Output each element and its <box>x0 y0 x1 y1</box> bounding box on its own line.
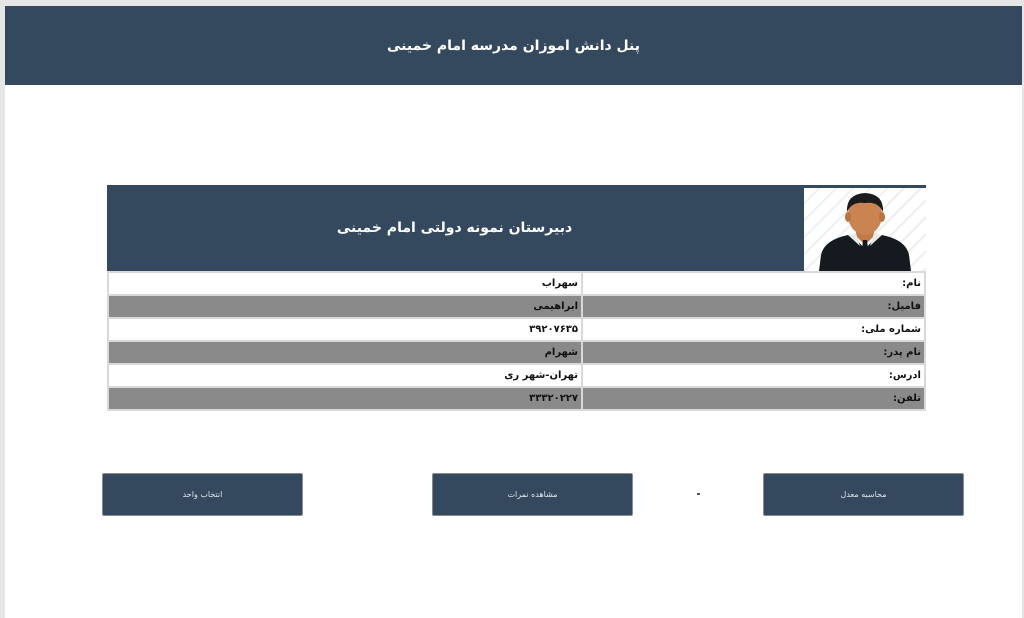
info-label-first-name: نام: <box>582 272 925 295</box>
info-label-last-name: فامیل: <box>582 295 925 318</box>
info-label-address: ادرس: <box>582 364 925 387</box>
info-row <box>108 364 925 387</box>
user-avatar-icon <box>804 188 926 271</box>
info-row <box>108 318 925 341</box>
student-info-table <box>107 271 926 411</box>
info-value-last-name: ابراهیمی <box>108 295 582 318</box>
info-label-father-name: نام پدر: <box>582 341 925 364</box>
info-value-national-id: ۳۹۲۰۷۶۳۵ <box>108 318 582 341</box>
info-label-national-id: شماره ملی: <box>582 318 925 341</box>
view-grades-button[interactable]: مشاهده نمرات <box>432 473 633 516</box>
top-header-bar <box>5 6 1022 85</box>
avatar <box>804 188 926 271</box>
calc-average-button[interactable]: محاسبه معدل <box>763 473 964 516</box>
info-row <box>108 295 925 318</box>
student-card-header <box>107 185 926 271</box>
info-value-address: تهران-شهر ری <box>108 364 582 387</box>
separator-dot <box>697 493 700 495</box>
info-value-first-name: سهراب <box>108 272 582 295</box>
info-row <box>108 387 925 410</box>
select-units-button[interactable]: انتخاب واحد <box>102 473 303 516</box>
info-row <box>108 341 925 364</box>
info-value-phone: ۳۳۳۲۰۲۲۷ <box>108 387 582 410</box>
school-name: دبیرستان نمونه دولتی امام خمینی <box>336 220 573 236</box>
page-title: پنل دانش اموزان مدرسه امام خمینی <box>386 37 641 54</box>
info-value-father-name: شهرام <box>108 341 582 364</box>
info-label-phone: تلفن: <box>582 387 925 410</box>
page <box>5 6 1022 618</box>
info-row <box>108 272 925 295</box>
